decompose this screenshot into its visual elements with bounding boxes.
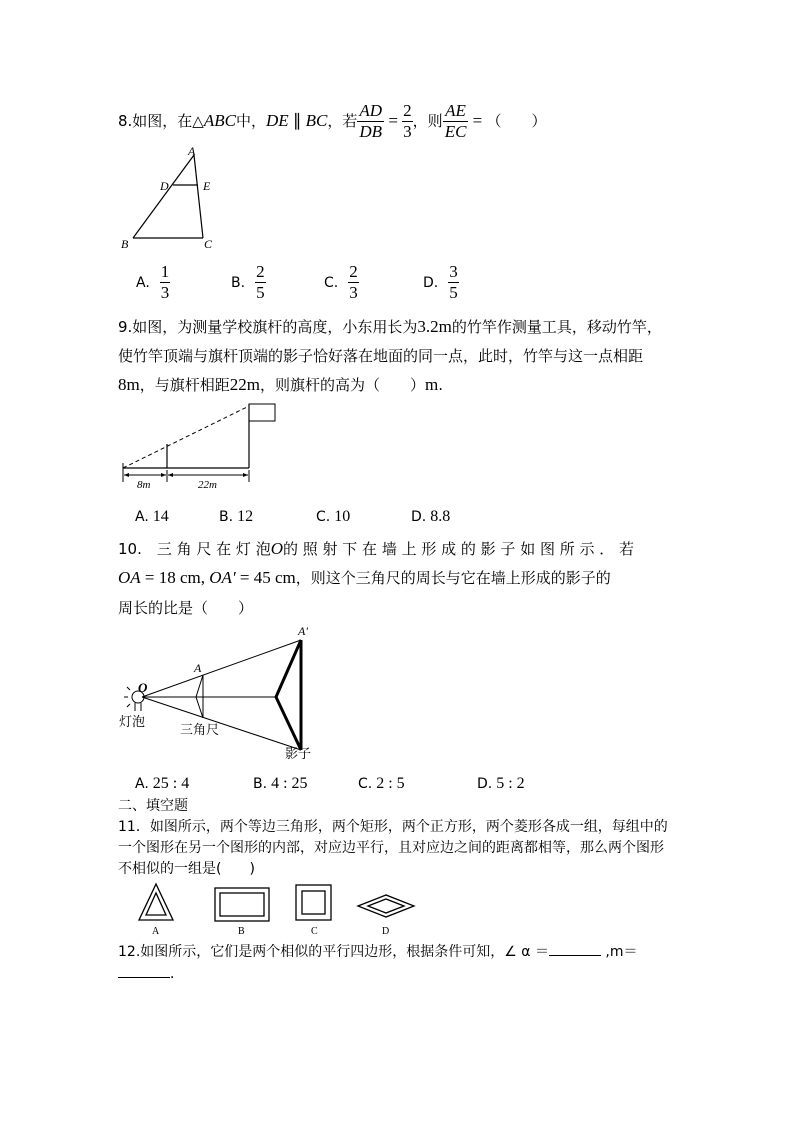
q8-bc: BC xyxy=(305,111,328,130)
q9-option-a-letter: A. xyxy=(135,509,149,525)
q8-option-d-num: 3 xyxy=(449,262,458,281)
q8-frac3-num: AE xyxy=(443,101,469,122)
q9-option-a-value: 14 xyxy=(152,508,169,525)
q8-option-c-num: 2 xyxy=(349,262,358,281)
q9-line1-c: 的竹竿作测量工具，移动竹竿， xyxy=(451,318,662,336)
q8-label-c: C xyxy=(204,237,213,251)
q9-period: . xyxy=(438,376,444,394)
q10-label-ruler: 三角尺 xyxy=(180,723,220,738)
q10-option-a-letter: A. xyxy=(135,776,149,792)
q10-line2-e: ，则这个三角尺的周长与它在墙上形成的影子的 xyxy=(295,569,611,587)
q8-label-e: E xyxy=(203,179,211,193)
q10-option-a[interactable] xyxy=(135,775,189,793)
q10-shadow-figure xyxy=(118,622,328,762)
q12-line1-b: ,m＝ xyxy=(600,944,638,960)
q8-option-c-letter: C. xyxy=(324,274,339,291)
q10-label-a-prime: A′ xyxy=(298,624,308,638)
q9-unit-m: m xyxy=(425,375,439,394)
q8-frac2-den: 3 xyxy=(403,121,412,141)
q11-label-a: A xyxy=(152,926,160,937)
q10-option-d[interactable] xyxy=(477,775,525,793)
q8-option-d-letter: D. xyxy=(423,274,439,291)
q8-option-a-letter: A. xyxy=(136,274,150,291)
q10-line3: 周长的比是（ ） xyxy=(118,599,254,617)
q10-option-b-value: 4 : 25 xyxy=(271,775,308,792)
q9-line-2 xyxy=(118,342,643,370)
q11-option-b-rectangles xyxy=(215,888,269,921)
q10-line-1 xyxy=(118,535,634,563)
q9-line1-a: 9.如图，为测量学校旗杆的高度，小东用长为 xyxy=(118,318,418,336)
q8-equals-2: = xyxy=(468,111,487,130)
q8-option-c-den: 3 xyxy=(349,283,358,302)
q10-option-c-value: 2 : 5 xyxy=(376,775,405,792)
q10-line-3 xyxy=(118,594,253,622)
q12-m-blank[interactable] xyxy=(118,963,170,978)
q8-frac1-num: AD xyxy=(359,100,383,120)
q8-option-c-value xyxy=(348,262,359,303)
q8-option-a-value xyxy=(160,262,171,303)
q10-option-c-letter: C. xyxy=(358,776,373,792)
q11-shapes-figure xyxy=(135,882,420,940)
section-title-fill-in: 二、填空题 xyxy=(118,798,188,814)
q10-line1-c: 的 照 射 下 在 墙 上 形 成 的 影 子 如 图 所 示 ． 若 xyxy=(282,540,635,558)
q10-line-2 xyxy=(118,564,611,592)
q8-fraction-ae-ec xyxy=(443,101,469,142)
q8-triangle-figure xyxy=(115,145,225,253)
q11-line-3: 不相似的一组是( ) xyxy=(118,861,255,877)
q8-option-a-num: 1 xyxy=(160,262,170,281)
q8-option-d[interactable] xyxy=(423,262,459,303)
q8-option-b-den: 5 xyxy=(256,283,265,302)
q10-label-bulb: 灯泡 xyxy=(119,715,146,730)
q8-triangle-name: ABC xyxy=(203,111,236,130)
q8-option-a-den: 3 xyxy=(160,283,170,302)
q8-equals: = xyxy=(384,111,403,130)
q9-line-1 xyxy=(118,313,662,341)
q8-de: DE xyxy=(265,111,289,130)
q9-line3-b: ，与旗杆相距 xyxy=(139,376,230,394)
q9-pole-length: 3.2m xyxy=(417,317,452,336)
q10-label-shadow: 影子 xyxy=(285,747,312,762)
q9-option-a[interactable] xyxy=(135,508,169,526)
q10-option-b-letter: B. xyxy=(253,776,268,792)
q9-line2: 使竹竿顶端与旗杆顶端的影子恰好落在地面的同一点，此时，竹竿与这一点相距 xyxy=(118,347,644,365)
q8-frac3-den: EC xyxy=(444,121,467,141)
q8-option-b[interactable] xyxy=(231,262,266,303)
q11-option-a-triangles xyxy=(139,884,173,920)
q9-line-3 xyxy=(118,371,443,399)
q9-option-b-value: 12 xyxy=(237,508,254,525)
q9-option-c-value: 10 xyxy=(334,508,351,525)
q8-then: ，则 xyxy=(412,112,443,130)
q10-oa: OA xyxy=(118,568,141,587)
q10-option-c[interactable] xyxy=(358,775,405,793)
q9-option-d-value: 8.8 xyxy=(430,508,451,525)
q8-in: 中， xyxy=(235,112,266,130)
q11-line-1: 11．如图所示，两个等边三角形，两个矩形，两个正方形，两个菱形各成一组，每组中的 xyxy=(118,819,668,835)
q8-prefix: 8.如图，在△ xyxy=(118,112,204,130)
q9-label-22m: 22m xyxy=(198,479,217,491)
q10-option-d-letter: D. xyxy=(477,776,493,792)
q9-dist-8m: 8m xyxy=(118,375,140,394)
q8-frac2-num: 2 xyxy=(403,100,412,120)
q10-oa-prime-value: = 45 cm xyxy=(235,568,296,587)
q12-line1-a: 12.如图所示，它们是两个相似的平行四边形，根据条件可知，∠ α ＝ xyxy=(118,944,549,960)
q10-option-d-value: 5 : 2 xyxy=(496,775,525,792)
q8-label-a: A xyxy=(188,145,196,158)
q9-option-c[interactable] xyxy=(316,508,350,526)
q8-if: ，若 xyxy=(327,112,358,130)
q9-line3-d: ，则旗杆的高为（ ） xyxy=(259,376,425,394)
q11-label-b: B xyxy=(238,926,245,937)
q10-label-a: A xyxy=(194,661,202,675)
q8-option-d-den: 5 xyxy=(449,283,458,302)
q12-line2: ． xyxy=(170,966,184,982)
q8-label-b: B xyxy=(121,237,129,251)
q11-option-d-rhombi xyxy=(358,895,414,917)
q8-stem xyxy=(118,100,547,142)
q10-oa-value: = 18 cm, xyxy=(140,568,210,587)
q8-parallel: ∥ xyxy=(288,111,306,130)
q8-label-d: D xyxy=(160,179,169,193)
q12-line-1 xyxy=(118,941,638,963)
q9-option-b-letter: B. xyxy=(219,509,234,525)
q12-line-2 xyxy=(118,963,184,985)
q12-alpha-blank[interactable] xyxy=(549,941,601,956)
q9-option-d[interactable] xyxy=(411,508,450,526)
q11-label-c: C xyxy=(311,926,318,937)
q10-option-b[interactable] xyxy=(253,775,308,793)
q9-option-c-letter: C. xyxy=(316,509,331,525)
q10-option-a-value: 25 : 4 xyxy=(152,775,190,792)
q11-option-c-squares xyxy=(296,885,331,920)
q9-option-d-letter: D. xyxy=(411,509,427,525)
q8-fraction-2-3 xyxy=(402,101,413,142)
q10-label-o: O xyxy=(138,680,148,695)
q8-option-b-num: 2 xyxy=(256,262,265,281)
q8-answer-paren: （ ） xyxy=(486,112,547,130)
q8-fraction-ad-db xyxy=(357,101,384,142)
q8-option-a[interactable] xyxy=(136,262,170,303)
q10-line1-a: 10. 三 角 尺 在 灯 泡 xyxy=(118,540,271,558)
q10-oa-prime: OA′ xyxy=(209,568,236,587)
q8-option-b-value xyxy=(255,262,266,303)
q8-option-c[interactable] xyxy=(324,262,359,303)
q8-option-d-value xyxy=(448,262,459,303)
q11-line-2: 一个图形在另一个图形的内部，对应边平行，且对应边之间的距离都相等，那么两个图形 xyxy=(118,840,664,856)
q10-point-o: O xyxy=(270,539,283,558)
q9-label-8m: 8m xyxy=(137,479,151,491)
q9-dist-22m: 22m xyxy=(229,375,260,394)
q9-option-b[interactable] xyxy=(219,508,253,526)
q11-label-d: D xyxy=(382,926,390,937)
q9-flagpole-figure xyxy=(118,400,283,492)
q8-frac1-den: DB xyxy=(359,121,383,141)
q8-option-b-letter: B. xyxy=(231,274,246,291)
